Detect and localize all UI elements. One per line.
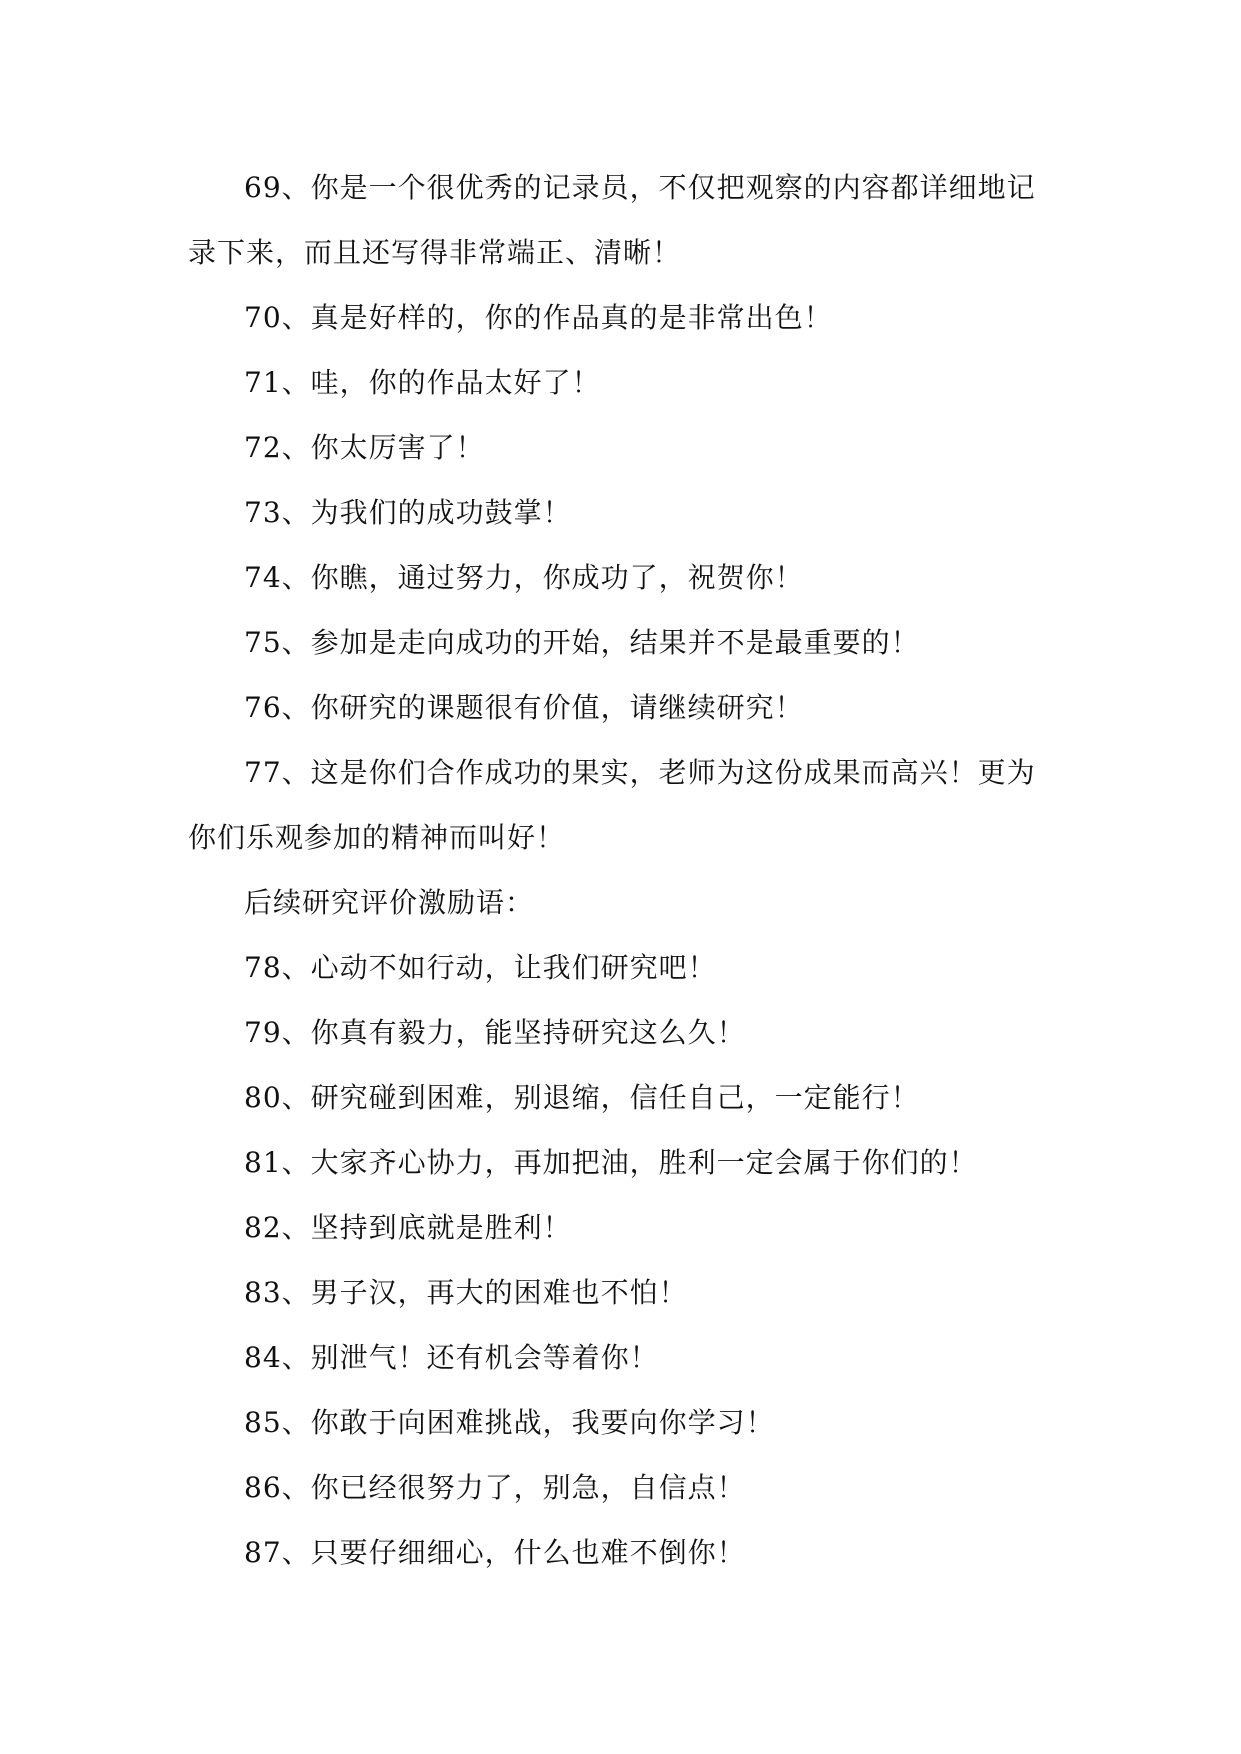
document-body (188, 155, 1058, 1585)
paragraph-87: 87、只要仔细细心，什么也难不倒你！ (244, 1536, 746, 1569)
paragraph-76: 76、你研究的课题很有价值，请继续研究！ (244, 691, 804, 724)
paragraph-86: 86、你已经很努力了，别急，自信点！ (244, 1471, 746, 1504)
paragraph-74: 74、你瞧，通过努力，你成功了，祝贺你！ (244, 561, 804, 594)
paragraph-69: 69、你是一个很优秀的记录员，不仅把观察的内容都详细地记录下来，而且还写得非常端正、清晰！ (188, 171, 1036, 269)
paragraph-70: 70、真是好样的，你的作品真的是非常出色！ (244, 301, 833, 334)
paragraph-77: 77、这是你们合作成功的果实，老师为这份成果而高兴！更为你们乐观参加的精神而叫好！ (188, 756, 1036, 854)
paragraph-75: 75、参加是走向成功的开始，结果并不是最重要的！ (244, 626, 920, 659)
paragraph-80: 80、研究碰到困难，别退缩，信任自己，一定能行！ (244, 1081, 920, 1114)
paragraph-72: 72、你太厉害了！ (244, 431, 485, 464)
paragraph-82: 82、坚持到底就是胜利！ (244, 1211, 572, 1244)
paragraph-79: 79、你真有毅力，能坚持研究这么久！ (244, 1016, 746, 1049)
paragraph-81: 81、大家齐心协力，再加把油，胜利一定会属于你们的！ (244, 1146, 978, 1179)
paragraph-83: 83、男子汉，再大的困难也不怕！ (244, 1276, 688, 1309)
paragraph-78: 78、心动不如行动，让我们研究吧！ (244, 951, 717, 984)
paragraph-84: 84、别泄气！还有机会等着你！ (244, 1341, 659, 1374)
paragraph-85: 85、你敢于向困难挑战，我要向你学习！ (244, 1406, 775, 1439)
section-heading: 后续研究评价激励语： (244, 886, 535, 919)
paragraph-71: 71、哇，你的作品太好了！ (244, 366, 601, 399)
paragraph-73: 73、为我们的成功鼓掌！ (244, 496, 572, 529)
